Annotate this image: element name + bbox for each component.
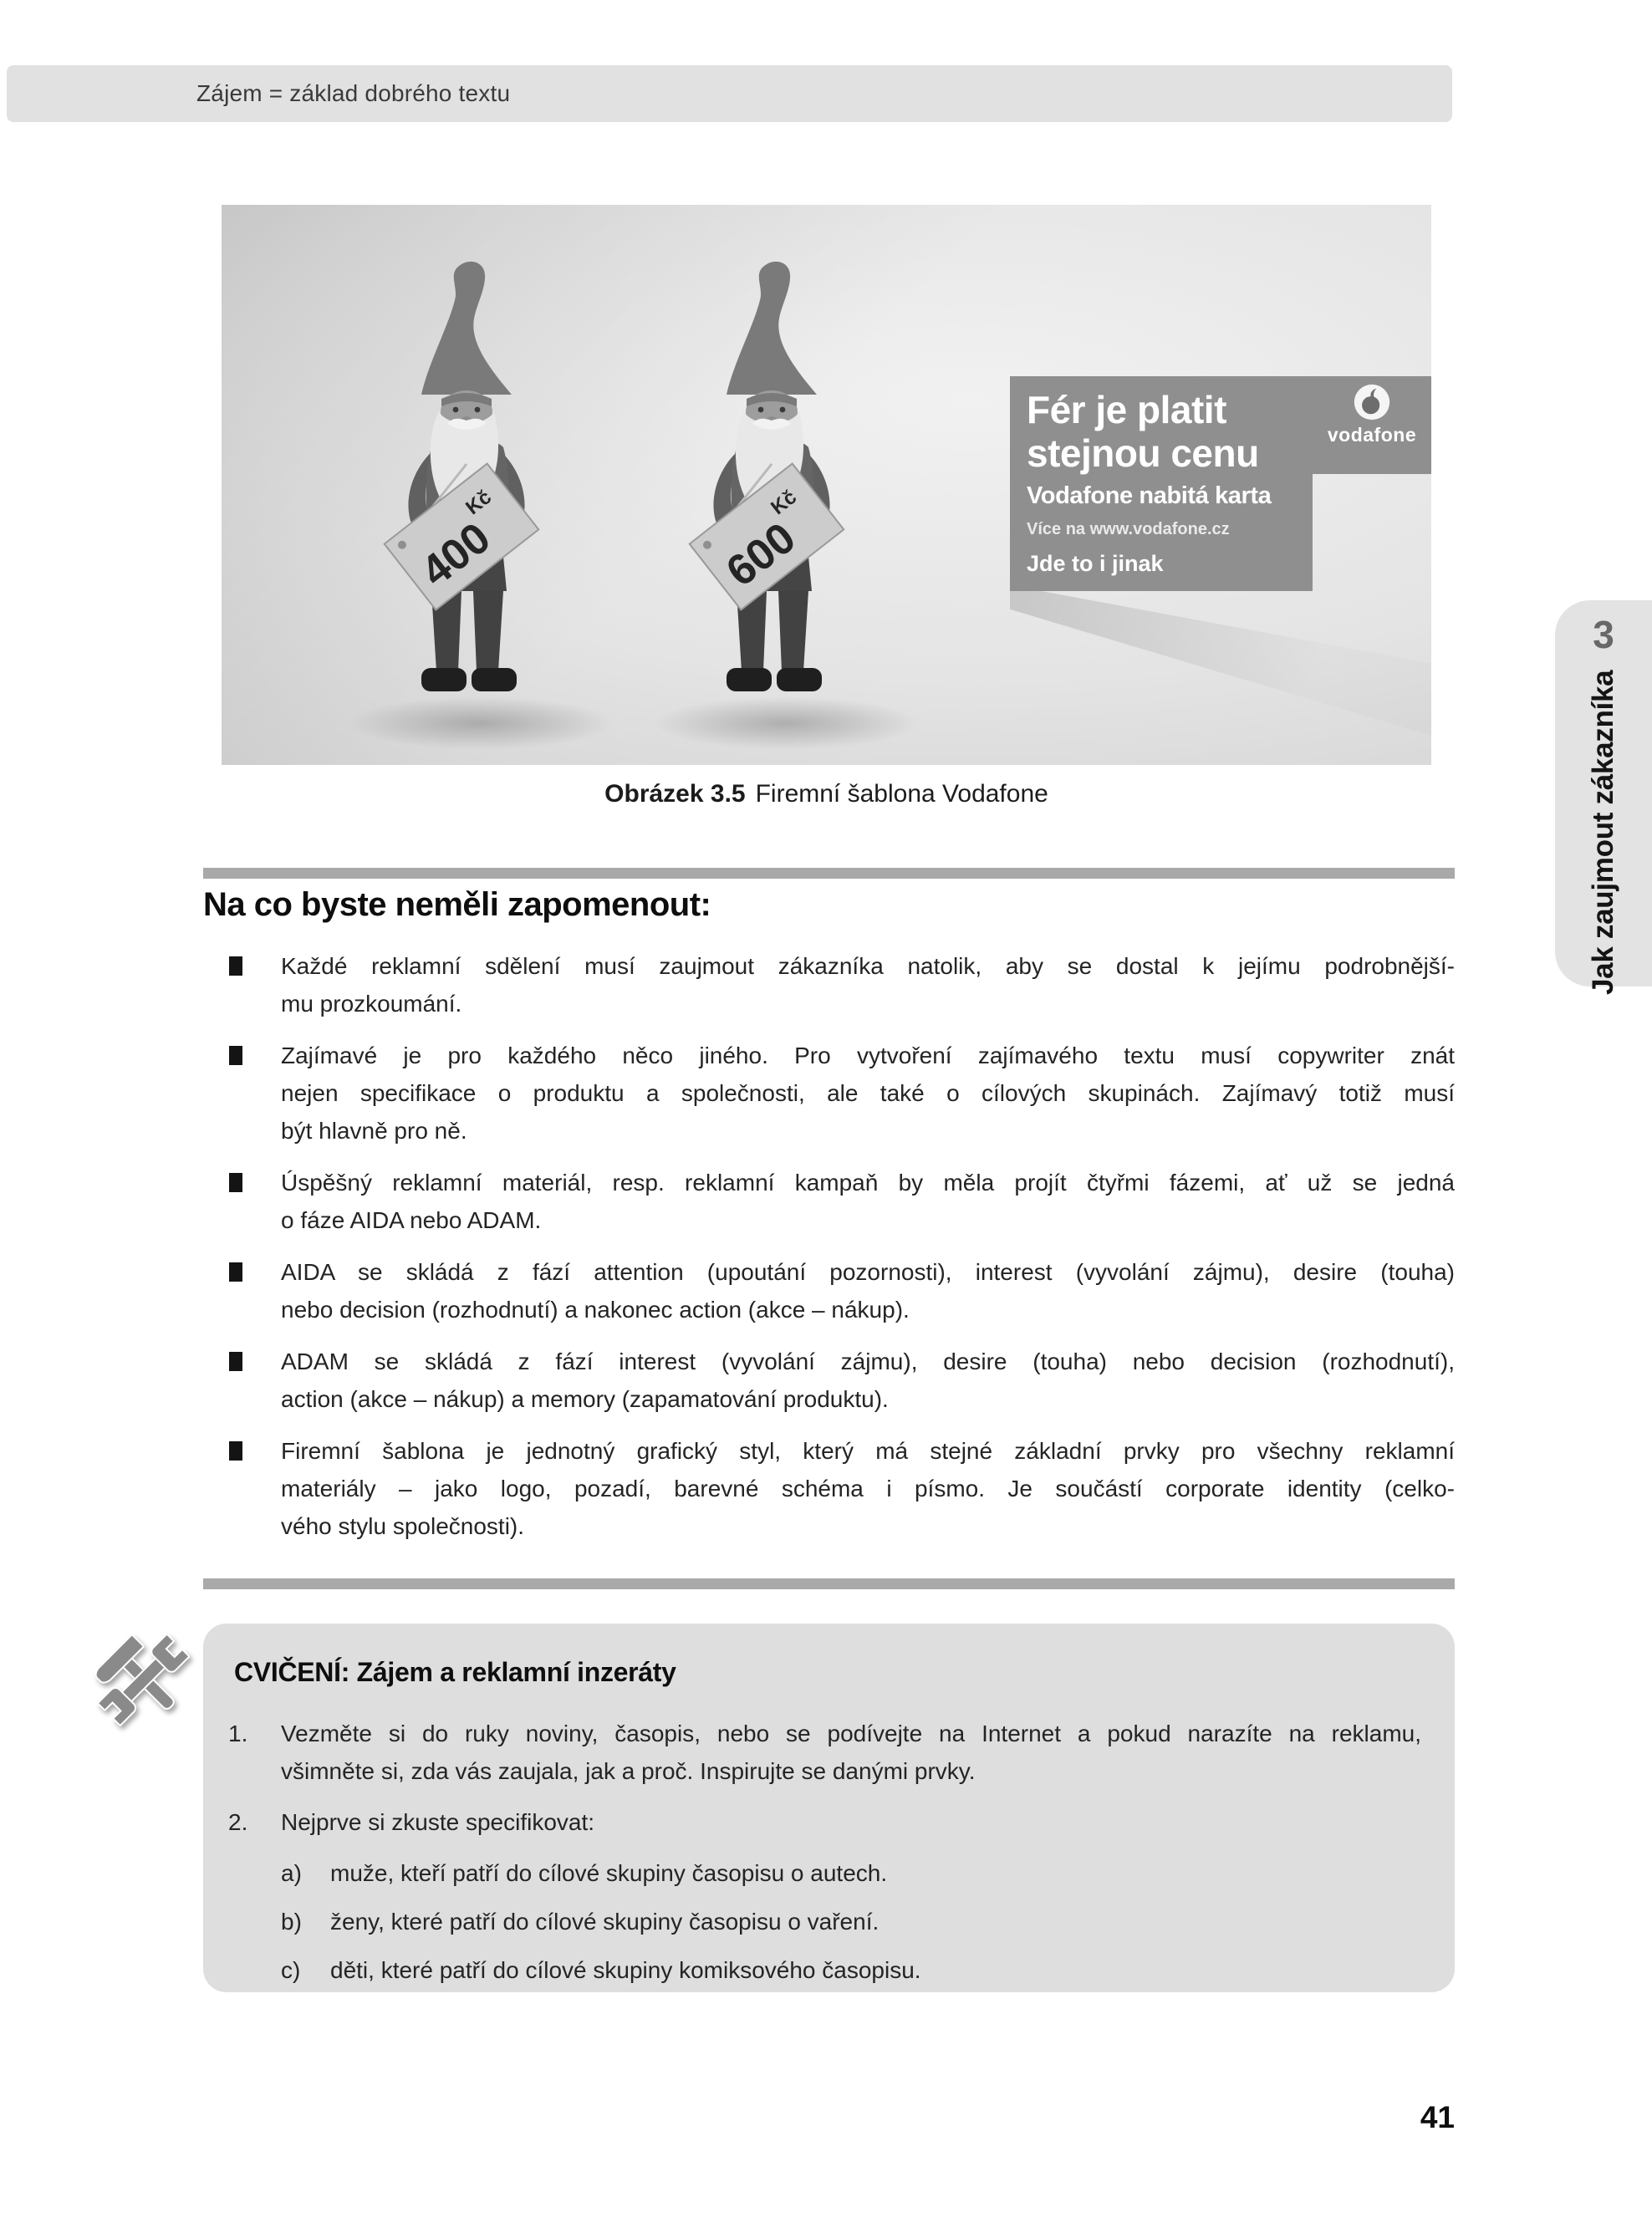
bullet-line: AIDA se skládá z fází attention (upoutání pozornosti), interest (vyvolání zájmu), desire (touha) <box>281 1259 1455 1285</box>
ad-subheadline: Vodafone nabitá karta <box>1027 482 1272 509</box>
bullet-line: Každé reklamní sdělení musí zaujmout zákazníka natolik, aby se dostal k jejímu podrobnější- <box>281 953 1455 979</box>
exercise-line: Vezměte si do ruky noviny, časopis, nebo se podívejte na Internet a pokud narazíte na reklamu, <box>281 1721 1421 1746</box>
bullet-line: Úspěšný reklamní materiál, resp. reklamní kampaň by měla projít čtyřmi fázemi, ať už se jedná <box>281 1170 1455 1196</box>
ad-text-panel <box>1010 376 1313 591</box>
bullet-line: nebo decision (rozhodnutí) a nakonec action (akce – nákup). <box>281 1297 910 1323</box>
exercise-box <box>203 1624 1455 1992</box>
page-number: 41 <box>1420 2100 1455 2134</box>
exercise-subitem-letter: c) <box>281 1957 301 1983</box>
ad-headline-line2: stejnou cenu <box>1027 431 1259 475</box>
bullet-list <box>203 947 1455 1559</box>
list-item <box>203 1164 1455 1239</box>
exercise-item <box>203 1803 1455 1841</box>
bullet-marker <box>229 1352 242 1371</box>
exercise-subitem <box>203 1903 1455 1940</box>
exercise-subitem-letter: b) <box>281 1909 302 1935</box>
exercise-subitem <box>203 1854 1455 1892</box>
bullet-line: být hlavně pro ně. <box>281 1118 467 1144</box>
bullet-line: action (akce – nákup) a memory (zapamatování produktu). <box>281 1386 889 1412</box>
bullet-marker <box>229 1441 242 1461</box>
bullet-line: Firemní šablona je jednotný grafický styl, který má stejné základní prvky pro všechny reklamní <box>281 1438 1455 1464</box>
ad-brand-panel <box>1313 376 1431 474</box>
bullet-line: vého stylu společnosti). <box>281 1513 525 1539</box>
gnome-figure-2 <box>673 257 890 725</box>
exercise-item-number: 1. <box>228 1721 248 1746</box>
tools-icon <box>88 1624 201 1736</box>
figure-vodafone-ad <box>222 205 1431 765</box>
bullet-line: Zajímavé je pro každého něco jiného. Pro vytvoření zajímavého textu musí copywriter znát <box>281 1043 1455 1068</box>
panel-cast-shadow <box>1010 585 1431 736</box>
figure-caption-text: Firemní šablona Vodafone <box>755 780 1048 808</box>
exercise-line: Nejprve si zkuste specifikovat: <box>281 1809 595 1835</box>
bullet-line: ADAM se skládá z fází interest (vyvolání zájmu), desire (touha) nebo decision (rozhodnutí), <box>281 1349 1455 1374</box>
ad-headline-line1: Fér je platit <box>1027 388 1226 431</box>
exercise-subitem-text: děti, které patří do cílové skupiny komiksového časopisu. <box>330 1957 921 1983</box>
figure-caption-label: Obrázek 3.5 <box>604 780 746 808</box>
bullet-marker <box>229 956 242 976</box>
section-divider-bottom <box>203 1578 1455 1589</box>
price-tag-currency: Kč <box>461 486 496 520</box>
bullet-line: o fáze AIDA nebo ADAM. <box>281 1207 542 1233</box>
bullet-line: mu prozkoumání. <box>281 991 462 1017</box>
vodafone-logo-icon <box>1353 383 1391 421</box>
ad-url-line: Více na www.vodafone.cz <box>1027 520 1230 538</box>
gnome-figure-1 <box>368 257 585 725</box>
bullet-marker <box>229 1173 242 1192</box>
chapter-title-vertical: Jak zaujmout zákazníka <box>1587 670 1619 996</box>
exercise-subitem-text: ženy, které patří do cílové skupiny časopisu o vaření. <box>330 1909 880 1935</box>
list-item <box>203 1432 1455 1545</box>
exercise-subitem <box>203 1951 1455 1989</box>
price-tag-value: 600 <box>717 513 805 597</box>
running-header-bar <box>7 65 1452 122</box>
exercise-item <box>203 1715 1455 1790</box>
figure-caption <box>222 780 1431 808</box>
section-heading: Na co byste neměli zapomenout: <box>203 886 711 923</box>
vodafone-wordmark: vodafone <box>1327 424 1417 446</box>
exercise-heading: CVIČENÍ: Zájem a reklamní inzeráty <box>234 1657 676 1687</box>
list-item <box>203 1037 1455 1150</box>
chapter-side-tab <box>1555 600 1652 996</box>
bullet-marker <box>229 1046 242 1065</box>
section-divider-top <box>203 868 1455 879</box>
ad-tagline: Jde to i jinak <box>1027 551 1164 576</box>
price-tag-currency: Kč <box>767 486 801 520</box>
chapter-number: 3 <box>1593 613 1614 656</box>
list-item <box>203 947 1455 1022</box>
exercise-item-number: 2. <box>228 1809 248 1835</box>
bullet-line: nejen specifikace o produktu a společnosti, ale také o cílových skupinách. Zajímavý totiž musí <box>281 1080 1455 1106</box>
exercise-subitem-text: muže, kteří patří do cílové skupiny časopisu o autech. <box>330 1860 888 1886</box>
list-item <box>203 1253 1455 1328</box>
price-tag-value: 400 <box>412 513 500 597</box>
running-header-text: Zájem = základ dobrého textu <box>196 80 511 106</box>
list-item <box>203 1343 1455 1418</box>
exercise-subitem-letter: a) <box>281 1860 302 1886</box>
bullet-line: materiály – jako logo, pozadí, barevné schéma i písmo. Je součástí corporate identity (celko- <box>281 1476 1455 1501</box>
exercise-line: všimněte si, zda vás zaujala, jak a proč. Inspirujte se danými prvky. <box>281 1758 976 1784</box>
bullet-marker <box>229 1262 242 1282</box>
